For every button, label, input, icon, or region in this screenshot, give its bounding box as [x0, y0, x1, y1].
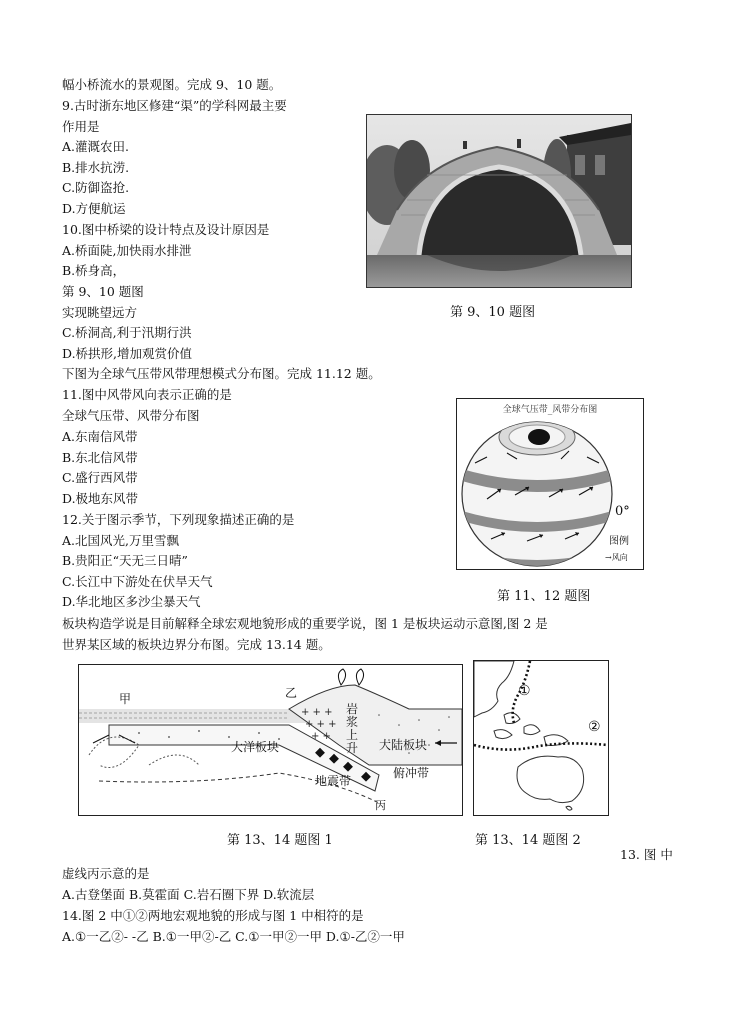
- label-yi: 乙: [285, 686, 298, 700]
- option-a: A.北国风光,万里雪飘: [62, 533, 179, 548]
- question-11: 11.图中风带风向表示正确的是: [62, 387, 232, 402]
- text-line: 作用是: [62, 119, 100, 134]
- mark-2: ②: [588, 719, 601, 735]
- equator-label: 0°: [615, 504, 630, 519]
- option-a: A.东南信风带: [62, 429, 138, 444]
- mark-1: ①: [518, 683, 531, 699]
- option-b: B.排水抗涝.: [62, 160, 130, 175]
- option-c: C.防御盗抢.: [62, 180, 130, 195]
- plate-motion-figure: [78, 664, 463, 816]
- text-line: 板块构造学说是目前解释全球宏观地貌形成的重要学说，图 1 是板块运动示意图,图 2 是: [62, 616, 548, 631]
- question-9: 9.古时浙东地区修建“渠”的学科网最主要: [62, 98, 287, 113]
- legend-title: 图例: [609, 536, 629, 547]
- plate-motion-illustration: [79, 665, 462, 815]
- plate-boundary-map: [473, 660, 609, 816]
- question-14: 14.图 2 中①②两地宏观地貌的形成与图 1 中相符的是: [62, 908, 364, 923]
- question-13-options: A.古登堡面 B.莫霍面 C.岩石圈下界 D.软流层: [62, 887, 315, 902]
- option-c: C.桥洞高,利于汛期行洪: [62, 325, 192, 340]
- option-b: B.桥身高，: [62, 263, 126, 278]
- label-ocean-plate: 大洋板块: [231, 740, 280, 754]
- legend-item: →风向: [605, 553, 628, 562]
- label-subduction: 俯冲带: [393, 766, 430, 780]
- option-d: D.极地东风带: [62, 491, 139, 506]
- question-14-options: A.①一乙②- -乙 B.①一甲②-乙 C.①一甲②一甲 D.①-乙②一甲: [62, 929, 405, 944]
- caption-bridge: 第 9、10 题图: [450, 305, 536, 320]
- question-13-text: 虚线丙示意的是: [62, 866, 150, 881]
- plate-boundary-illustration: [474, 661, 608, 815]
- text-line: 下图为全球气压带风带理想模式分布图。完成 11.12 题。: [62, 366, 381, 381]
- text-line: 实现眺望远方: [62, 305, 138, 320]
- question-13-start: 13. 图 中: [620, 847, 673, 862]
- option-c: C.长江中下游处在伏旱天气: [62, 574, 213, 589]
- bridge-illustration: [367, 115, 631, 287]
- label-bing: 丙: [375, 799, 386, 812]
- question-10: 10.图中桥梁的设计特点及设计原因是: [62, 222, 270, 237]
- globe-figure: [456, 398, 644, 570]
- label-magma: 岩浆上升: [346, 702, 359, 755]
- text-line: 幅小桥流水的景观图。完成 9、10 题。: [62, 77, 282, 92]
- globe-illustration: [457, 399, 643, 569]
- svg-text:+ +: + +: [311, 731, 331, 742]
- text-line: 第 9、10 题图: [62, 284, 144, 299]
- option-b: B.东北信风带: [62, 450, 138, 465]
- question-12: 12.关于图示季节，下列现象描述正确的是: [62, 512, 295, 527]
- option-d: D.桥拱形,增加观赏价值: [62, 346, 193, 361]
- label-quake-belt: 地震带: [315, 774, 352, 788]
- option-d: D.华北地区多沙尘暴天气: [62, 594, 201, 609]
- caption-fig1: 第 13、14 题图 1: [227, 833, 333, 848]
- label-continent-plate: 大陆板块: [379, 738, 428, 752]
- option-b: B.贵阳正“天无三日晴”: [62, 553, 188, 568]
- label-jia: 甲: [119, 692, 132, 706]
- option-c: C.盛行西风带: [62, 470, 138, 485]
- text-line: 世界某区域的板块边界分布图。完成 13.14 题。: [62, 637, 331, 652]
- bridge-photo: [366, 114, 632, 288]
- svg-text:+ + +: + + +: [305, 719, 337, 730]
- caption-fig2: 第 13、14 题图 2: [475, 833, 581, 848]
- caption-globe: 第 11、12 题图: [497, 589, 591, 604]
- option-a: A.桥面陡,加快雨水排泄: [62, 243, 192, 258]
- svg-text:+ + +: + + +: [301, 707, 333, 718]
- text-line: 全球气压带、风带分布图: [62, 408, 200, 423]
- option-d: D.方便航运: [62, 201, 126, 216]
- option-a: A.灌溉农田.: [62, 139, 129, 154]
- globe-title: 全球气压带_风带分布图: [502, 405, 598, 415]
